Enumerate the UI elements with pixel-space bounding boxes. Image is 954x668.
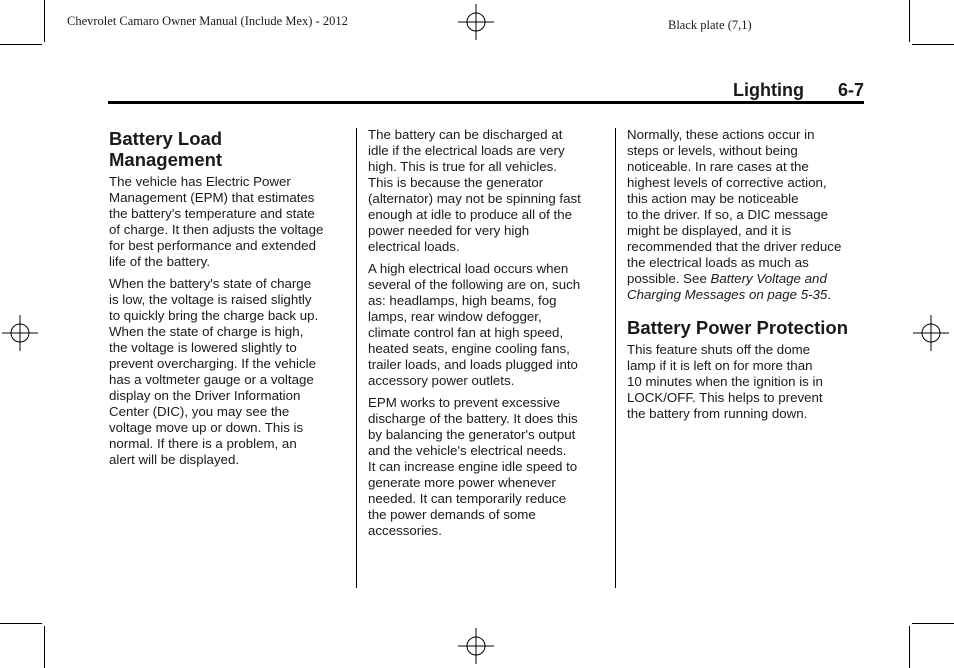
header-rule: [108, 101, 864, 104]
document-title: Chevrolet Camaro Owner Manual (Include Mex) - 2012: [67, 14, 348, 28]
registration-mark-icon: [458, 628, 494, 664]
section-title: Lighting: [733, 80, 804, 100]
crop-mark: [0, 623, 42, 624]
column-2: [368, 127, 610, 545]
registration-mark-icon: [458, 4, 494, 40]
paragraph: [627, 127, 867, 303]
paragraph-text: Normally, these actions occur in steps or levels, without being noticeable. In rare cases at the highest levels of corrective action, this action may be noticeable to the driver. If so, a DIC message might be displayed, and it is recommended that the driver reduce the electrical loads as much as possible. See: [627, 127, 842, 286]
paragraph: A high electrical load occurs when several of the following are on, such as: headlamps, high beams, fog lamps, rear window defogger, climate control fan at high speed, heated seats, engine cooling fans, trailer loads, and loads plugged into accessory power outlets.: [368, 261, 581, 388]
crop-mark: [0, 44, 42, 45]
paragraph: EPM works to prevent excessive discharge of the battery. It does this by balancing the generator's output and the vehicle's electrical needs. It can increase engine idle speed to generate more power whenever needed. It can temporarily reduce the power demands of some accessories.: [368, 395, 578, 538]
section-heading-battery-load: Battery Load Management: [109, 128, 223, 170]
page-number: 6-7: [838, 80, 865, 100]
crop-mark: [44, 626, 45, 668]
crop-mark: [909, 0, 910, 42]
registration-mark-icon: [913, 315, 949, 351]
paragraph: The vehicle has Electric Power Management (EPM) that estimates the battery's temperature and state of charge. It then adjusts the voltage for best performance and extended life of the battery.: [109, 174, 324, 269]
column-1: [109, 128, 349, 474]
paragraph-end: .: [827, 287, 832, 302]
registration-mark-icon: [2, 315, 38, 351]
crop-mark: [44, 0, 45, 42]
column-divider: [356, 128, 357, 588]
paragraph: When the battery's state of charge is low, the voltage is raised slightly to quickly bring the charge back up. When the state of charge is high, the voltage is lowered slightly to prevent overcharging. If the vehicle has a voltmeter gauge or a voltage display on the Driver Information Center (DIC), you may see the voltage move up or down. This is normal. If there is a problem, an alert will be displayed.: [109, 276, 319, 467]
crop-mark: [912, 623, 954, 624]
plate-label: Black plate (7,1): [668, 18, 752, 32]
paragraph: This feature shuts off the dome lamp if it is left on for more than 10 minutes when the ignition is in LOCK/OFF. This helps to prevent the battery from running down.: [627, 342, 823, 421]
crop-mark: [909, 626, 910, 668]
section-heading-battery-power-protection: Battery Power Protection: [627, 317, 849, 338]
paragraph: The battery can be discharged at idle if the electrical loads are very high. This is true for all vehicles. This is because the generator (alternator) may not be spinning fast enough at idle to produce all of the power needed for very high electrical loads.: [368, 127, 581, 254]
column-divider: [615, 128, 616, 588]
cross-reference-link[interactable]: Battery Voltage and Charging Messages on page 5-35: [627, 271, 828, 302]
crop-mark: [912, 44, 954, 45]
column-3: [627, 127, 867, 428]
